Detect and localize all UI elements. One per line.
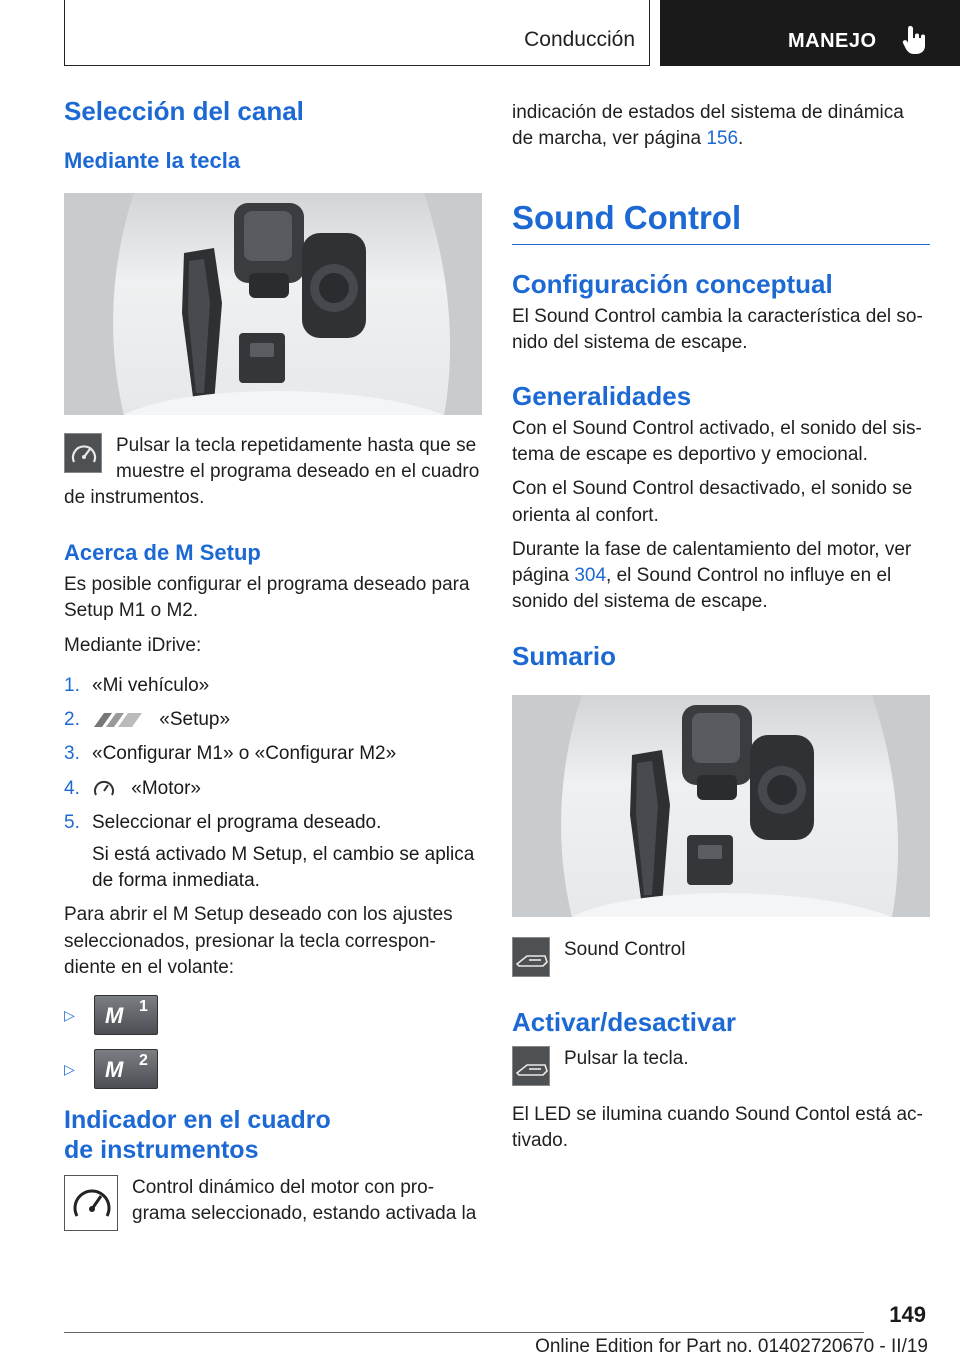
chapter-tab[interactable] [660, 0, 960, 66]
step-item: 5. Seleccionar el programa deseado. Si está activado M Setup, el cambio se aplica de forma inmediata. [64, 810, 482, 895]
step-item: 3. «Configurar M1» o «Configurar M2» [64, 743, 397, 765]
sound-control-label: Sound Control [564, 938, 686, 960]
step-text: «Setup» [159, 709, 231, 731]
indicator-block [64, 1175, 482, 1227]
activate-block [512, 1046, 930, 1088]
step-item: 1. «Mi vehículo» [64, 674, 210, 696]
m-stripes-icon [92, 711, 144, 729]
sound-control-key-icon [512, 1046, 550, 1086]
indicator-text: Control dinámico del motor con pro‐ grama seleccionado, estando activada la [132, 1177, 477, 1225]
right-column [512, 100, 930, 1154]
bullet-triangle-icon: ▷ [64, 1006, 75, 1023]
edition-text: Online Edition for Part no. 01402720670 - II/19 [535, 1336, 928, 1357]
step-text: «Motor» [131, 777, 201, 799]
heading-instrument-indicator: Indicador en el cuadro de instrumentos [64, 1106, 331, 1165]
step-text: «Mi vehículo» [92, 674, 210, 696]
heading-concept: Configuración conceptual [512, 269, 833, 300]
m-keys-list [64, 995, 482, 1089]
heading-general: Generalidades [512, 380, 692, 411]
speedometer-key-icon [64, 433, 102, 473]
chapter-tab-label: MANEJO [788, 30, 877, 52]
page-link-156[interactable]: 156 [706, 128, 739, 150]
press-button-block [64, 433, 482, 509]
concept-text: El Sound Control cambia la característica del so‐ nido del sistema de escape. [512, 306, 923, 354]
footer-divider [64, 1332, 864, 1333]
heading-channel-selection: Selección del canal [64, 96, 304, 126]
page-link-304[interactable]: 304 [574, 564, 607, 586]
led-text: El LED se ilumina cuando Sound Contol está ac‐ tivado. [512, 1103, 923, 1151]
heading-summary: Sumario [512, 641, 617, 672]
speedometer-indicator-icon [64, 1175, 118, 1231]
msetup-text: Es posible configurar el programa deseado para Setup M1 o M2. [64, 574, 470, 622]
step-item: 2. «Setup» [64, 709, 231, 731]
center-console-illustration [512, 695, 930, 917]
step-text: «Configurar M1» o «Configurar M2» [92, 743, 397, 765]
heading-about-msetup: Acerca de M Setup [64, 539, 261, 565]
idrive-text: Mediante iDrive: [64, 634, 202, 656]
bullet-triangle-icon: ▷ [64, 1060, 75, 1077]
center-console-photo-2 [512, 695, 930, 917]
engine-gauge-icon [92, 777, 116, 799]
m1-key-icon: M 1 [94, 995, 158, 1035]
page-number: 149 [889, 1302, 926, 1327]
left-column [64, 96, 482, 1231]
hand-pointer-icon [900, 24, 930, 56]
center-console-photo [64, 193, 482, 415]
heading-sound-control: Sound Control [512, 198, 930, 245]
step-item: 4. «Motor» [64, 777, 201, 799]
sound-control-key-block [512, 937, 930, 979]
center-console-illustration [64, 193, 482, 415]
step-text: Seleccionar el programa deseado. [92, 811, 382, 833]
continued-text: indicación de estados del sistema de dinámica de marcha, ver página 156. [512, 102, 904, 150]
general-text-3: Durante la fase de calentamiento del motor, ver página 304, el Sound Control no influye en el sonido del sistema de escape. [512, 538, 912, 613]
heading-via-button: Mediante la tecla [64, 148, 241, 174]
heading-activate: Activar/desactivar [512, 1006, 737, 1037]
open-msetup-text: Para abrir el M Setup deseado con los ajustes seleccionados, presionar la tecla correspon‐ diente en el volante: [64, 904, 453, 978]
setup-steps [64, 673, 482, 895]
press-button-text: Pulsar la tecla repetidamente hasta que se muestre el programa deseado en el cuadro de instrumentos. [64, 434, 480, 509]
sound-control-key-icon [512, 937, 550, 977]
m2-key-row [64, 1049, 482, 1089]
general-text-1: Con el Sound Control activado, el sonido del sis‐ tema de escape es deportivo y emocional. [512, 417, 922, 466]
section-title: Conducción [524, 28, 635, 51]
header-section-box [64, 0, 650, 66]
m2-key-icon: M 2 [94, 1049, 158, 1089]
press-key-text: Pulsar la tecla. [564, 1047, 689, 1069]
step-subtext: Si está activado M Setup, el cambio se aplica de forma inmediata. [92, 843, 475, 892]
general-text-2: Con el Sound Control desactivado, el sonido se orienta al confort. [512, 478, 913, 526]
m1-key-row [64, 995, 482, 1035]
